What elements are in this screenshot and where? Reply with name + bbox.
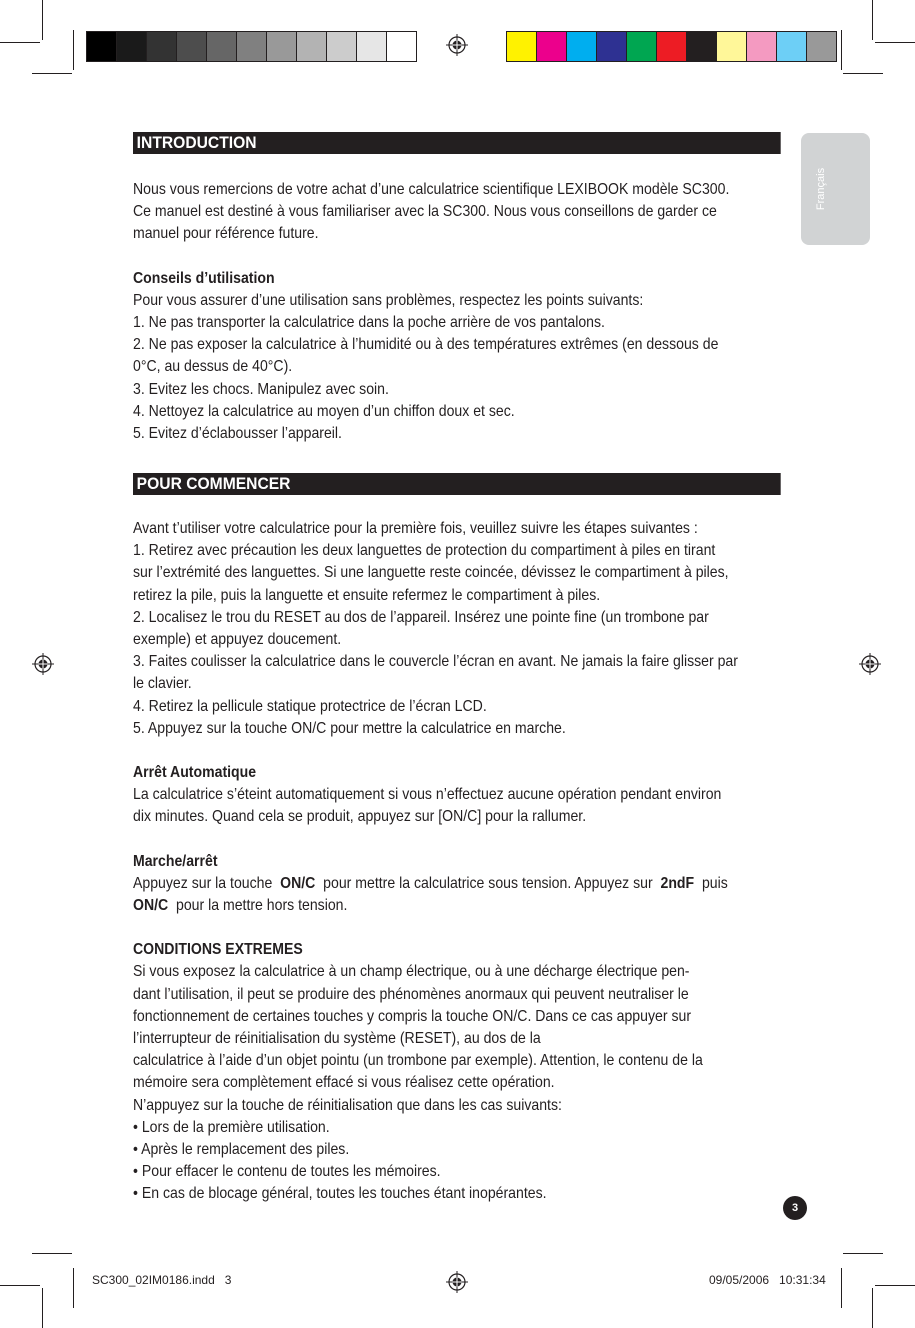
section-heading-text: POUR COMMENCER — [136, 474, 291, 493]
list-item: • Pour effacer le contenu de toutes les mémoires. — [133, 1163, 441, 1181]
color-swatch — [357, 32, 387, 61]
crop-mark — [32, 1253, 72, 1254]
registration-mark-icon — [32, 653, 54, 675]
crop-mark — [0, 42, 40, 43]
paragraph-line: mémoire sera complètement effacé si vous réalisez cette opération. — [133, 1074, 555, 1092]
list-item: le clavier. — [133, 675, 192, 693]
crop-mark — [73, 30, 74, 70]
list-item: 5. Evitez d’éclabousser l’appareil. — [133, 425, 342, 443]
crop-mark — [843, 1253, 883, 1254]
paragraph-line: fonctionnement de certaines touches y compris la touche ON/C. Dans ce cas appuyer sur — [133, 1007, 692, 1025]
crop-mark — [841, 30, 842, 70]
list-item: sur l’extrémité des languettes. Si une languette reste coincée, dévissez le compartiment à piles, — [133, 564, 729, 582]
list-item: 1. Ne pas transporter la calculatrice dans la poche arrière de vos pantalons. — [133, 314, 605, 332]
color-swatch — [297, 32, 327, 61]
crop-mark — [42, 0, 43, 40]
crop-mark — [73, 1268, 74, 1308]
paragraph-line — [133, 873, 749, 895]
crop-mark — [0, 1285, 40, 1286]
crop-mark — [843, 73, 883, 74]
crop-mark — [872, 1288, 873, 1328]
color-swatch — [567, 32, 597, 61]
color-swatch — [717, 32, 747, 61]
list-item: • Après le remplacement des piles. — [133, 1141, 350, 1159]
color-swatch — [117, 32, 147, 61]
key-label-onc: ON/C — [280, 874, 316, 892]
section-heading-introduction — [133, 132, 781, 154]
paragraph-line: dant l’utilisation, il peut se produire des phénomènes anormaux qui peuvent neutraliser le — [133, 985, 689, 1003]
section-heading-getting-started — [133, 473, 781, 495]
language-tab — [801, 133, 870, 245]
list-item: 2. Ne pas exposer la calculatrice à l’humidité ou à des températures extrêmes (en dessous de — [133, 336, 719, 354]
text: puis — [694, 874, 728, 892]
grayscale-color-bar — [86, 31, 417, 62]
list-item: 2. Localisez le trou du RESET au dos de l’appareil. Insérez une pointe fine (un trombone par — [133, 608, 709, 626]
list-item: 5. Appuyez sur la touche ON/C pour mettre la calculatrice en marche. — [133, 719, 566, 737]
color-swatch — [267, 32, 297, 61]
paragraph-line: dix minutes. Quand cela se produit, appuyez sur [ON/C] pour la rallumer. — [133, 808, 587, 826]
paragraph-line: Pour vous assurer d’une utilisation sans problèmes, respectez les points suivants: — [133, 291, 644, 309]
crop-mark — [872, 0, 873, 40]
color-swatch — [657, 32, 687, 61]
crop-mark — [32, 73, 72, 74]
introduction-body — [133, 179, 749, 445]
paragraph-line: N’appuyez sur la touche de réinitialisation que dans les cas suivants: — [133, 1096, 562, 1114]
list-item: 3. Evitez les chocs. Manipulez avec soin. — [133, 380, 389, 398]
crop-mark — [42, 1288, 43, 1328]
crop-mark — [841, 1268, 842, 1308]
paragraph-line: Avant t’utiliser votre calculatrice pour la première fois, veuillez suivre les étapes suivantes : — [133, 520, 698, 537]
language-tab-label: Français — [815, 167, 827, 211]
color-swatch — [507, 32, 537, 61]
paragraph-line: Nous vous remercions de votre achat d’une calculatrice scientifique LEXIBOOK modèle SC300. — [133, 181, 730, 198]
registration-mark-icon — [446, 1271, 468, 1293]
paragraph-line: manuel pour référence future. — [133, 225, 319, 243]
footer-file-name: SC300_02IM0186.indd 3 — [92, 1273, 232, 1287]
paragraph-line — [133, 895, 749, 917]
subheading-extreme-conditions: CONDITIONS EXTREMES — [133, 941, 303, 959]
registration-mark-icon — [446, 34, 468, 56]
text: pour la mettre hors tension. — [168, 897, 348, 915]
paragraph-line: l’interrupteur de réinitialisation du système (RESET), au dos de la — [133, 1030, 541, 1048]
color-swatch — [237, 32, 267, 61]
list-item: 4. Retirez la pellicule statique protectrice de l’écran LCD. — [133, 697, 487, 715]
process-color-bar — [506, 31, 837, 62]
paragraph-line: Si vous exposez la calculatrice à un champ électrique, ou à une décharge électrique pen- — [133, 963, 690, 981]
footer-datetime: 09/05/2006 10:31:34 — [709, 1273, 826, 1287]
color-swatch — [537, 32, 567, 61]
paragraph-line: calculatrice à l’aide d’un objet pointu (un trombone par exemple). Attention, le contenu de la — [133, 1052, 703, 1070]
color-swatch — [87, 32, 117, 61]
list-item: • Lors de la première utilisation. — [133, 1118, 330, 1136]
page-number-badge: 3 — [783, 1196, 807, 1220]
list-item: • En cas de blocage général, toutes les touches étant inopérantes. — [133, 1185, 547, 1203]
subheading-auto-off: Arrêt Automatique — [133, 764, 257, 782]
color-swatch — [627, 32, 657, 61]
list-item: 0°C, au dessus de 40°C). — [133, 358, 293, 376]
color-swatch — [327, 32, 357, 61]
paragraph-line: Ce manuel est destiné à vous familiariser avec la SC300. Nous vous conseillons de garder ce — [133, 203, 717, 221]
color-swatch — [177, 32, 207, 61]
color-swatch — [207, 32, 237, 61]
color-swatch — [807, 32, 836, 61]
list-item: 3. Faites coulisser la calculatrice dans le couvercle l’écran en avant. Ne jamais la faire glisser par — [133, 653, 738, 671]
key-label-2ndf: 2ndF — [660, 874, 695, 892]
list-item: exemple) et appuyez doucement. — [133, 631, 342, 649]
color-swatch — [597, 32, 627, 61]
subheading-power: Marche/arrêt — [133, 852, 218, 870]
color-swatch — [777, 32, 807, 61]
color-swatch — [687, 32, 717, 61]
list-item: 1. Retirez avec précaution les deux languettes de protection du compartiment à piles en tirant — [133, 542, 716, 560]
subheading-usage-tips: Conseils d’utilisation — [133, 269, 275, 287]
section-heading-text: INTRODUCTION — [136, 133, 257, 152]
key-label-onc: ON/C — [133, 897, 169, 915]
color-swatch — [147, 32, 177, 61]
registration-mark-icon — [859, 653, 881, 675]
paragraph-line: La calculatrice s’éteint automatiquement si vous n’effectuez aucune opération pendant environ — [133, 786, 722, 804]
color-swatch — [747, 32, 777, 61]
list-item: retirez la pile, puis la languette et ensuite refermez le compartiment à piles. — [133, 586, 601, 604]
list-item: 4. Nettoyez la calculatrice au moyen d’un chiffon doux et sec. — [133, 402, 515, 420]
getting-started-body — [133, 518, 749, 1206]
crop-mark — [875, 42, 915, 43]
text: Appuyez sur la touche — [133, 874, 281, 892]
text: pour mettre la calculatrice sous tension. Appuyez sur — [315, 874, 661, 892]
crop-mark — [875, 1285, 915, 1286]
color-swatch — [387, 32, 416, 61]
